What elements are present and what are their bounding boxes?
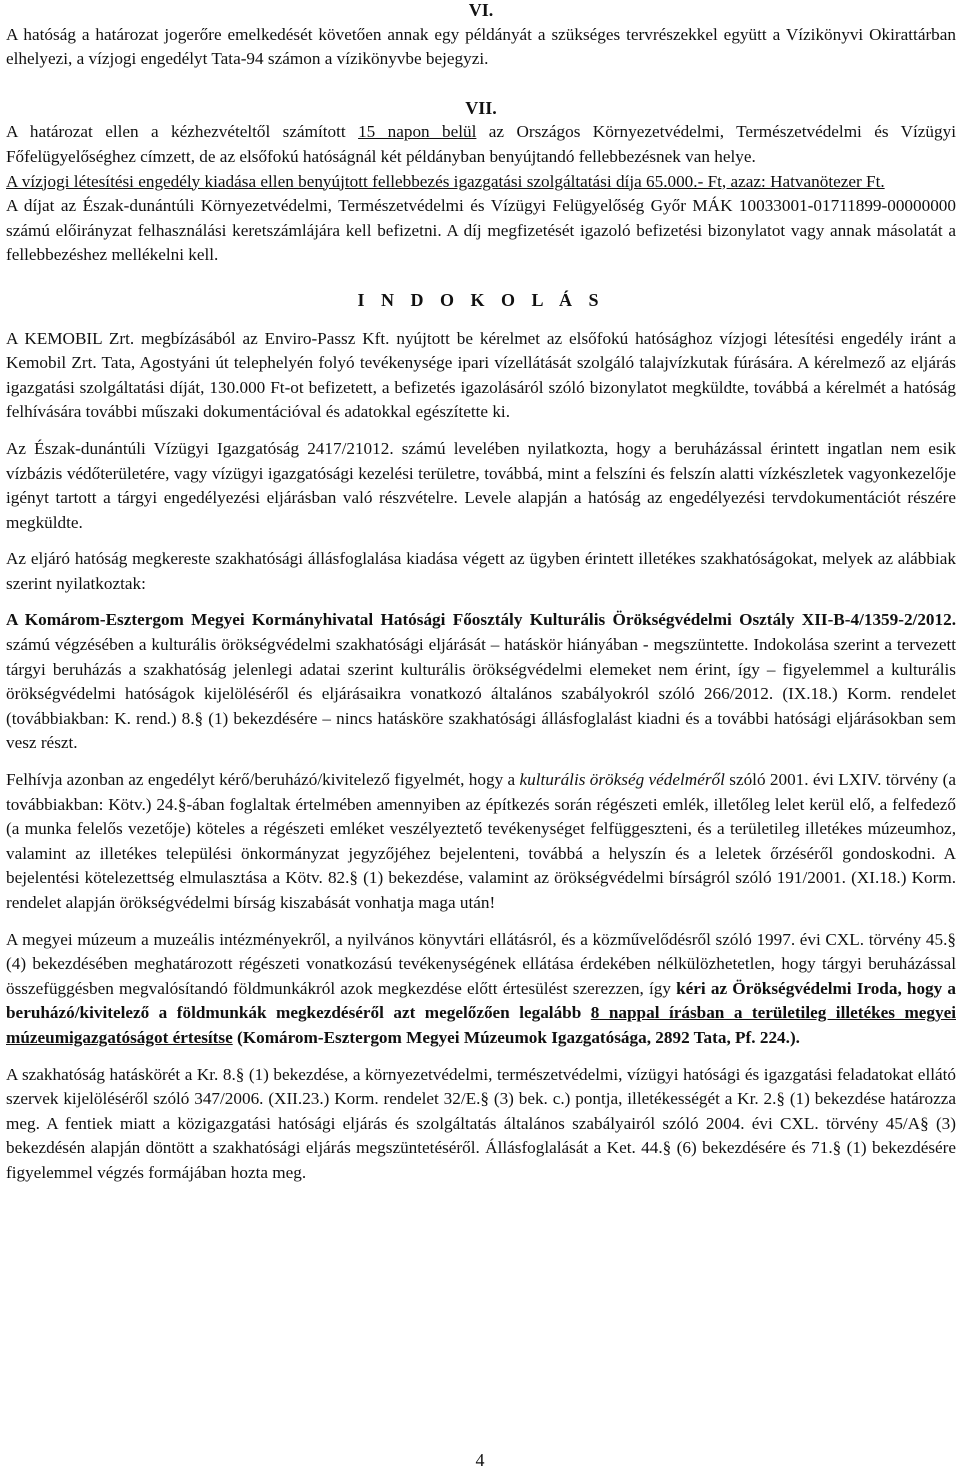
indoklas-paragraph-3: Az eljáró hatóság megkereste szakhatósági állásfoglalása kiadása végett az ügyben érintett illetékes szakhatóságokat, melyek az alábbiak szerint nyilatkoztak:	[6, 549, 956, 593]
indoklas-paragraph-7: A szakhatóság hatáskörét a Kr. 8.§ (1) bekezdése, a környezetvédelmi, természetvédelmi, vízügyi hatósági és igazgatási feladatokat ellátó szervek kijelöléséről szóló 347/2006. (XII.23.) Korm. rendelet 32/E.§ (3) bek. c.) pontja, illetékességét a Kr. 2.§ (1) bekezdése határozza meg. A fentiek miatt a közigazgatási hatósági eljárás és szolgáltatás általános szabályairól szóló 2004. évi CXL. törvény 45/A§ (3) bekezdésén alapján döntött a szakhatósági eljárás megszüntetéséről. Állásfoglalását a Ket. 44.§ (6) bekezdésére és 71.§ (1) bekezdésére figyelemmel végzés formájában hozta meg.	[6, 1064, 956, 1182]
museum-request-bold: kéri az Örökségvédelmi Iroda, hogy a beruházó/kivitelező a földmunkák megkezdéséről azt megelőzően legalább	[6, 978, 956, 1023]
appeal-text-end: az Országos Környezetvédelmi, Természetvédelmi és Vízügyi Főfelügyelőséghez címzett, de az elsőfokú hatóságnál két példányban benyújtandó fellebbezésnek van helye.	[6, 122, 956, 166]
section-vii-paragraph-1	[6, 120, 956, 169]
section-vi-heading: VI.	[468, 0, 494, 20]
indoklas-paragraph-1: A KEMOBIL Zrt. megbízásából az Enviro-Passz Kft. nyújtott be kérelmet az elsőfokú hatósághoz vízjogi létesítési engedély iránt a Kemobil Zrt. Tata, Agostyáni út telephelyén folyó tevékenysége ipari vízellátását szolgáló talajvízkutak fúrására. A kérelmező az eljárás igazgatási szolgáltatási díját, 130.000 Ft-ot befizetett, a befizetés igazolásáról szóló bizonylatot megküldte, továbbá a kérelmét a hatóság felhívására további műszaki dokumentációval és adatokkal egészítette ki.	[6, 328, 956, 422]
indoklas-paragraph-6	[6, 928, 956, 1051]
authority-decision-text: számú végzésében a kulturális örökségvédelmi szakhatósági eljárását – hatáskör hiányában - megszüntette. Indokolása szerint a tervezett tárgyi beruházás a szakhatóság jelenlegi adatai szerint kulturális örökségvédelmi elemeket nem érint, így – figyelemmel a kulturális örökségvédelmi hatóságok kijelöléséről és eljárásaikra vonatkozó általános szabályokról szóló 266/2012. (IX.18.) Korm. rendelet (továbbiakban: K. rend.) 8.§ (1) bekezdésére – nincs hatásköre szakhatósági állásfoglalást kiadni és a további hatósági eljárásokban sem vesz részt.	[6, 635, 956, 753]
indoklas-heading: I N D O K O L Á S	[357, 289, 605, 310]
notice-text-start: Felhívja azonban az engedélyt kérő/beruházó/kivitelező figyelmét, hogy a	[6, 770, 520, 790]
fee-payment-paragraph: A díjat az Észak-dunántúli Környezetvédelmi, Természetvédelmi és Vízügyi Felügyelőség Győr MÁK 10033001-01711899-00000000 számú előirányzat felhasználási keretszámlájára kell befizetni. A díj megfizetését igazoló befizetési bizonylatot vagy annak másolatát a fellebbezéshez mellékelni kell.	[6, 196, 956, 265]
appeal-text-start: A határozat ellen a kézhezvételtől számított	[6, 122, 359, 142]
authority-name: A Komárom-Esztergom Megyei Kormányhivatal Hatósági Főosztály Kulturális Örökségvédelmi Osztály XII-B-4/1359-2/2012.	[6, 610, 956, 630]
notice-text-end: szóló 2001. évi LXIV. törvény (a továbbiakban: Kötv.) 24.§-ában foglaltak értelmében amennyiben az építkezés során régészeti emlék, illetőleg lelet kerül elő, a felfedező (a munka felelős vezetője) köteles a régészeti emléket veszélyeztető tevékenységet felfüggeszteni, és a területileg illetékes múzeumhoz, valamint az illetékes települési önkormányzat jegyzőjéhez bejelenteni, továbbá a helyszín és a leletek őrzéséről gondoskodni. A bejelentési kötelezettség elmulasztása a Kötv. 82.§ (1) bekezdése, valamint az örökségvédelmi bírságról szóló 191/2001. (XI.18.) Korm. rendelet alapján örökségvédelmi bírság kiszabását vonhatja maga után!	[6, 770, 956, 912]
section-vi-text: A hatóság a határozat jogerőre emelkedését követően annak egy példányát a szükséges tervrészekkel együtt a Vízikönyvi Okirattárban elhelyezi, a vízjogi engedélyt Tata-94 számon a vízikönyvbe bejegyzi.	[6, 24, 956, 69]
indoklas-paragraph-4	[6, 608, 956, 756]
section-vii-heading: VII.	[465, 97, 497, 118]
indoklas-paragraph-2: Az Észak-dunántúli Vízügyi Igazgatóság 2417/21012. számú levelében nyilatkozta, hogy a beruházással érintett ingatlan nem esik vízbázis védőterületére, vagy vízügyi igazgatósági kezelési területre, továbbá, mint a felszíni és felszín alatti vízkészletek vagyonkezelője igényt tartott a tárgyi engedélyezési eljárásban való részvételre. Levele alapján a hatóság az engedélyezési tervdokumentációt részére megküldte.	[6, 438, 956, 532]
museum-text-start: A megyei múzeum a muzeális intézményekről, a nyilvános könyvtári ellátásról, és a közművelődésről szóló 1997. évi CXL. törvény 45.§ (4) bekezdésében meghatározott régészeti vonatkozású tevékenységének ellátása érdekében nélkülözhetetlen, hogy tárgyi beruházással összefüggésben megvalósítandó földmunkákról azok megkezdése előtt értesülést szerezzen, így	[6, 929, 956, 998]
appeal-deadline: 15 napon belül	[358, 122, 477, 142]
museum-request-underlined: 8 nappal írásban a területileg illetékes megyei múzeumigazgatóságot értesítse	[6, 1003, 956, 1047]
law-title-italic: kulturális örökség védelméről	[519, 770, 725, 790]
indoklas-paragraph-5	[6, 768, 956, 916]
museum-address-bold: (Komárom-Esztergom Megyei Múzeumok Igazgatósága, 2892 Tata, Pf. 224.).	[232, 1027, 800, 1047]
appeal-fee-paragraph: A vízjogi létesítési engedély kiadása ellen benyújtott fellebbezés igazgatási szolgáltatási díja 65.000.- Ft, azaz: Hatvanötezer Ft.	[6, 171, 885, 191]
page-number: 4	[475, 1450, 485, 1470]
